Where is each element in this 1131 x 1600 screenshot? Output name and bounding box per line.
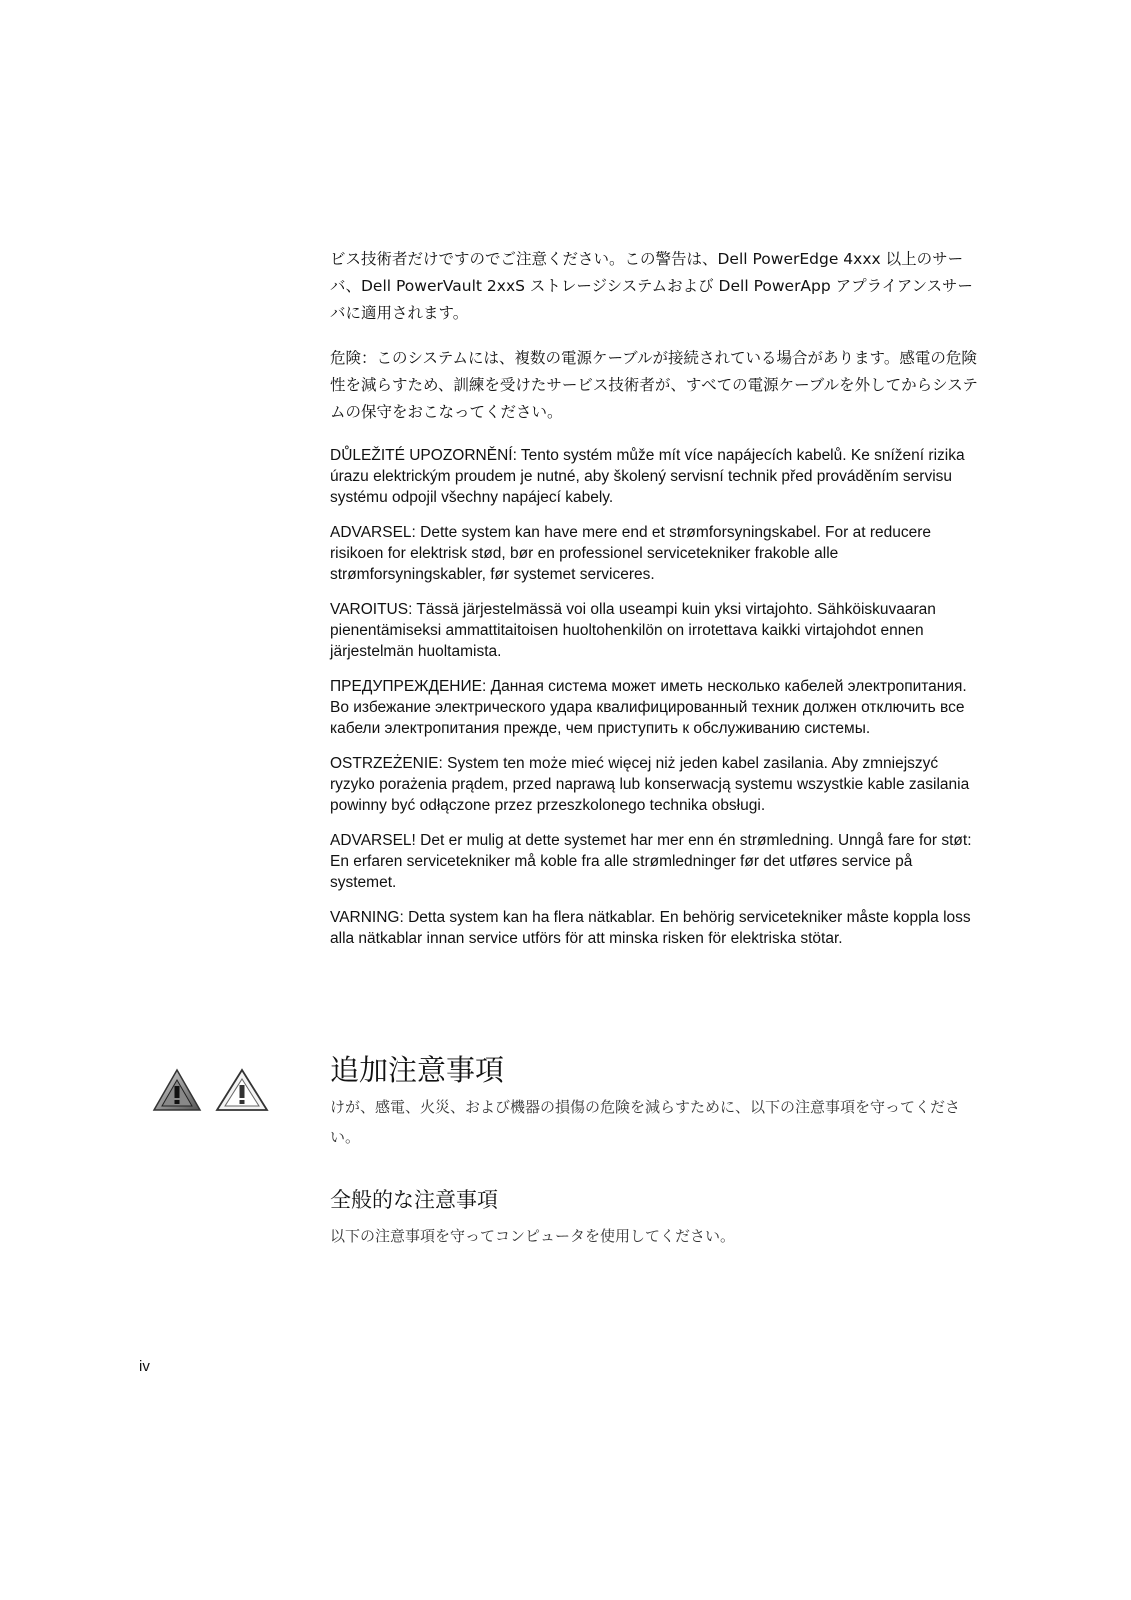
subsection-title: 全般的な注意事項 [330,1188,498,1212]
intro-block [330,246,980,444]
warning-czech: DŮLEŽITÉ UPOZORNĚNÍ: Tento systém může mít více napájecích kabelů. Ke snížení rizika úrazu elektrickým proudem je nutné, aby školený servisní technik před prováděním servisu systému odpojil všechny napájecí kabely. [330,447,965,506]
warning-danish: ADVARSEL: Dette system kan have mere end et strømforsyningskabel. For at reducere risikoen for elektrisk stød, bør en professionel servicetekniker frakoble alle strømforsyningskabler, før systemet serviceres. [330,524,932,583]
warning-icons [152,1068,282,1112]
multilingual-warnings [330,445,980,963]
subsection-intro: 以下の注意事項を守ってコンピュータを使用してください。 [330,1227,736,1245]
section-title: 追加注意事項 [330,1053,505,1087]
warning-finnish: VAROITUS: Tässä järjestelmässä voi olla useampi kuin yksi virtajohto. Sähköiskuvaaran pienentämiseksi ammattitaitoisen huoltohenkilön on irrotettava kaikki virtajohdot ennen järjestelmän huoltamista. [330,601,936,660]
warning-polish: OSTRZEŻENIE: System ten może mieć więcej niż jeden kabel zasilania. Aby zmniejszyć ryzyko porażenia prądem, przed naprawą lub konserwacją systemu wszystkie kable zasilania powinny być odłączone przez przeszkolonego technika obsługi. [330,755,970,814]
warning-triangle-icon [152,1068,282,1112]
section-intro: けが、感電、火災、および機器の損傷の危険を減らすために、以下の注意事項を守ってください。 [330,1098,961,1146]
warning-norwegian: ADVARSEL! Det er mulig at dette systemet har mer enn én strømledning. Unngå fare for støt: En erfaren servicetekniker må koble fra alle strømledninger før det utføres service på systemet. [330,832,972,891]
intro-paragraph: ビス技術者だけですのでご注意ください。この警告は、Dell PowerEdge 4xxx 以上のサーバ、Dell PowerVault 2xxS ストレージシステムおよび Dell PowerApp アプライアンスサーバに適用されます。 [330,250,973,322]
danger-paragraph: 危険：このシステムには、複数の電源ケーブルが接続されている場合があります。感電の危険性を減らすため、訓練を受けたサービス技術者が、すべての電源ケーブルを外してからシステムの保守をおこなってください。 [330,349,978,421]
warning-russian: ПРЕДУПРЕЖДЕНИЕ: Данная система может иметь несколько кабелей электропитания. Во избежание электрического удара квалифицированный техник должен отключить все кабели электропитания прежде, чем приступить к обслуживанию системы. [330,678,967,737]
warning-swedish: VARNING: Detta system kan ha flera nätkablar. En behörig servicetekniker måste koppla loss alla nätkablar innan service utförs för att minska risken för elektriska stötar. [330,909,971,947]
page-number: iv [139,1358,150,1375]
